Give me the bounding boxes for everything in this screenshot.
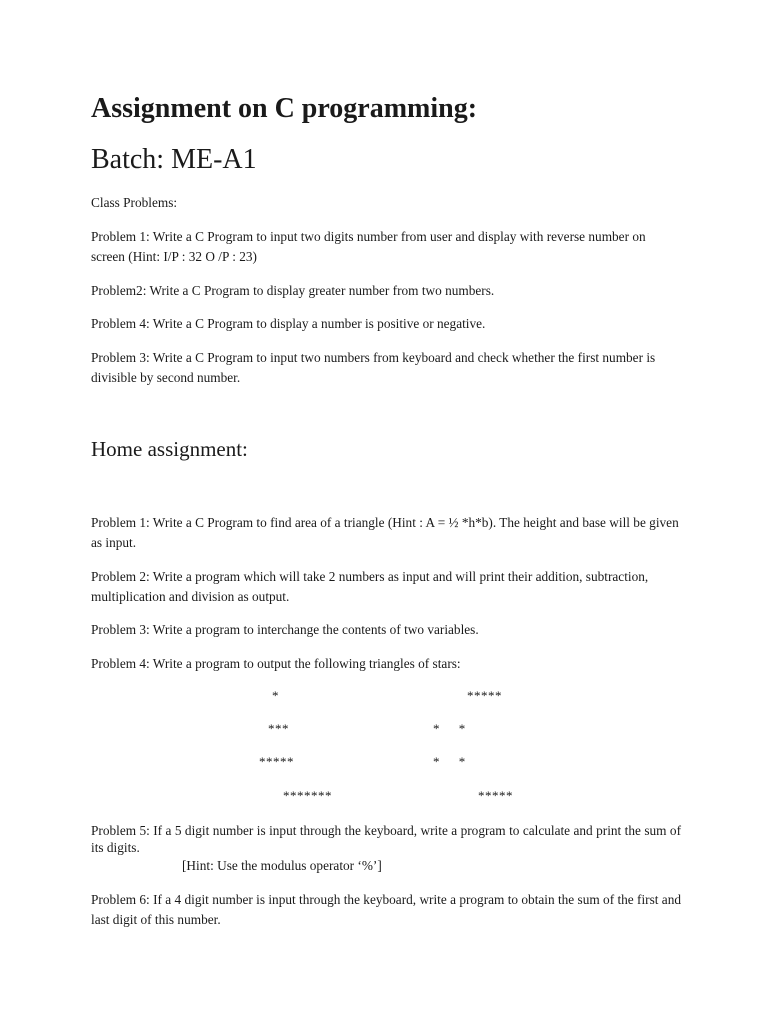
home-assignment-heading: Home assignment:	[91, 437, 248, 461]
home-problem-2: Problem 2: Write a program which will take 2 numbers as input and will print their addition, subtraction, multiplication and division as output.	[91, 569, 649, 604]
right-shape-row: *****	[467, 688, 502, 703]
left-triangle-row: *******	[283, 788, 332, 803]
left-triangle-row: *	[272, 688, 279, 703]
home-problem-6: Problem 6: If a 4 digit number is input through the keyboard, write a program to obtain the sum of the first and last digit of this number.	[91, 892, 681, 927]
class-problem-4: Problem 3: Write a C Program to input two numbers from keyboard and check whether the first number is divisible by second number.	[91, 350, 656, 385]
home-problem-5: Problem 5: If a 5 digit number is input through the keyboard, write a program to calculate and print the sum of its digits.	[91, 823, 681, 855]
class-problem-1: Problem 1: Write a C Program to input two digits number from user and display with reverse number on screen (Hint: I/P : 32 O /P : 23)	[91, 229, 646, 264]
right-shape-row: *****	[478, 788, 513, 803]
left-triangle-row: *****	[259, 754, 294, 769]
problem-5-hint: [Hint: Use the modulus operator ‘%’]	[182, 858, 382, 873]
document-title: Assignment on C programming:	[91, 93, 478, 124]
batch-label: Batch: ME-A1	[91, 144, 257, 175]
home-problem-1: Problem 1: Write a C Program to find area of a triangle (Hint : A = ½ *h*b). The height and base will be given as input.	[91, 515, 679, 550]
left-triangle-row: ***	[268, 721, 289, 736]
class-problems-heading: Class Problems:	[91, 195, 178, 210]
right-shape-row: * *	[433, 721, 466, 736]
right-shape-row: * *	[433, 754, 466, 769]
class-problem-3: Problem 4: Write a C Program to display a number is positive or negative.	[91, 316, 486, 331]
home-problem-3: Problem 3: Write a program to interchange the contents of two variables.	[91, 622, 479, 637]
home-problem-4: Problem 4: Write a program to output the following triangles of stars:	[91, 656, 461, 671]
class-problem-2: Problem2: Write a C Program to display greater number from two numbers.	[91, 283, 495, 298]
